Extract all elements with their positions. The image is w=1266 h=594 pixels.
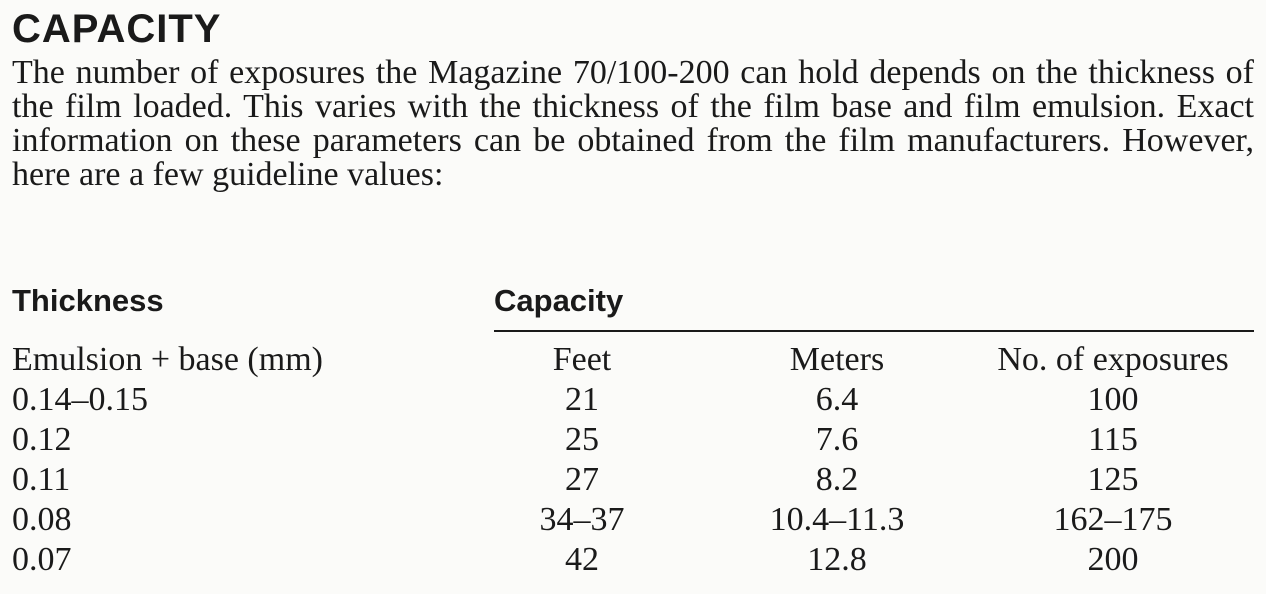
- meters-cell: 6.4: [815, 381, 859, 418]
- thickness-cell: 0.12: [12, 421, 72, 458]
- thickness-cell: 0.08: [12, 501, 72, 538]
- subheader-thickness: Emulsion + base (mm): [12, 341, 323, 378]
- table-row: [12, 540, 1254, 580]
- thickness-cell: 0.07: [12, 541, 72, 578]
- subheader-feet: Feet: [552, 341, 612, 378]
- capacity-table: [12, 282, 1254, 592]
- feet-cell: 25: [565, 421, 599, 458]
- thickness-cell: 0.14–0.15: [12, 381, 148, 418]
- thickness-header: Thickness: [12, 283, 164, 318]
- exposures-cell: 115: [1088, 421, 1138, 458]
- feet-cell: 27: [565, 461, 599, 498]
- table-row: [12, 460, 1254, 500]
- exposures-cell: 125: [1087, 461, 1139, 498]
- capacity-header: Capacity: [494, 283, 624, 318]
- exposures-cell: 200: [1087, 541, 1139, 578]
- meters-cell: 10.4–11.3: [769, 501, 905, 538]
- table-row: [12, 380, 1254, 420]
- document-page: [12, 4, 1254, 192]
- feet-cell: 21: [565, 381, 599, 418]
- exposures-cell: 162–175: [1053, 501, 1173, 538]
- exposures-cell: 100: [1087, 381, 1139, 418]
- feet-cell: 34–37: [539, 501, 625, 538]
- meters-cell: 8.2: [815, 461, 859, 498]
- subheader-meters: Meters: [789, 341, 885, 378]
- section-heading: CAPACITY: [12, 7, 222, 51]
- thickness-cell: 0.11: [12, 461, 71, 498]
- feet-cell: 42: [565, 541, 599, 578]
- table-row: [12, 420, 1254, 460]
- meters-cell: 7.6: [815, 421, 859, 458]
- table-row: [12, 500, 1254, 540]
- meters-cell: 12.8: [807, 541, 867, 578]
- subheader-exposures: No. of exposures: [997, 341, 1229, 378]
- capacity-underline: [494, 330, 1254, 332]
- intro-paragraph: The number of exposures the Magazine 70/100-200 can hold depends on the thickness of the film loaded. This varies with the thickness of the film base and film emulsion. Exact information on these parameters can be obtained from the film manufacturers. However, here are a few guideline values:: [12, 54, 1254, 193]
